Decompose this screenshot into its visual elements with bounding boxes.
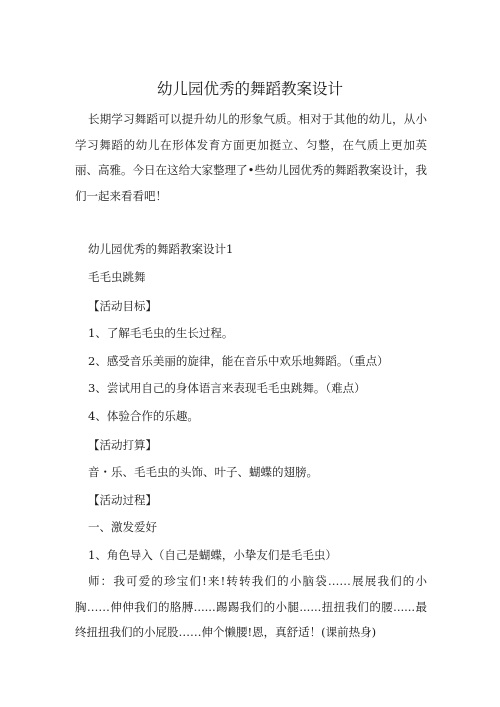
document-title: 幼儿园优秀的舞蹈教案设计 xyxy=(156,80,343,98)
step-one-item: 1、角色导入（自己是蝴蝶，小挚友们是毛毛虫） xyxy=(88,548,337,562)
prep-header: 【活动打算】 xyxy=(88,438,157,452)
goal-item: 4、体验合作的乐趣。 xyxy=(88,409,199,423)
intro-paragraph: 长期学习舞蹈可以提升幼儿的形象气质。相对于其他的幼儿，从小学习舞蹈的幼儿在形体发育方面更加挺立、匀整，在气质上更加英丽、高雅。今日在这给大家整理了•些幼儿园优秀的舞蹈教案设计，我们一起来看看吧！ xyxy=(75,112,427,203)
goal-item: 1、了解毛毛虫的生长过程。 xyxy=(88,326,234,340)
process-header: 【活动过程】 xyxy=(88,493,157,507)
prep-text: 音・乐、毛毛虫的头饰、叶子、蝴蝶的翅膀。 xyxy=(88,465,318,479)
teacher-speech-paragraph: 师：我可爱的珍宝们!来!转转我们的小脑袋……展展我们的小胸……伸伸我们的胳膊......踢踢我们的小腿......扭扭我们的腰......最终扭扭我们的小屁股……伸个懒腰!恩，真舒适！(课前热身) xyxy=(75,574,427,640)
section-title: 幼儿园优秀的舞蹈教案设计1 xyxy=(88,242,234,256)
goal-item: 3、尝试用自己的身体语言来表现毛毛虫跳舞。（难点） xyxy=(88,381,366,395)
step-one-heading: 一、激发爱好 xyxy=(88,520,157,534)
lesson-name: 毛毛虫跳舞 xyxy=(88,270,146,284)
goal-item: 2、感受音乐美丽的旋律，能在音乐中欢乐地舞蹈。（重点） xyxy=(88,354,389,368)
goals-header: 【活动目标】 xyxy=(88,299,157,313)
